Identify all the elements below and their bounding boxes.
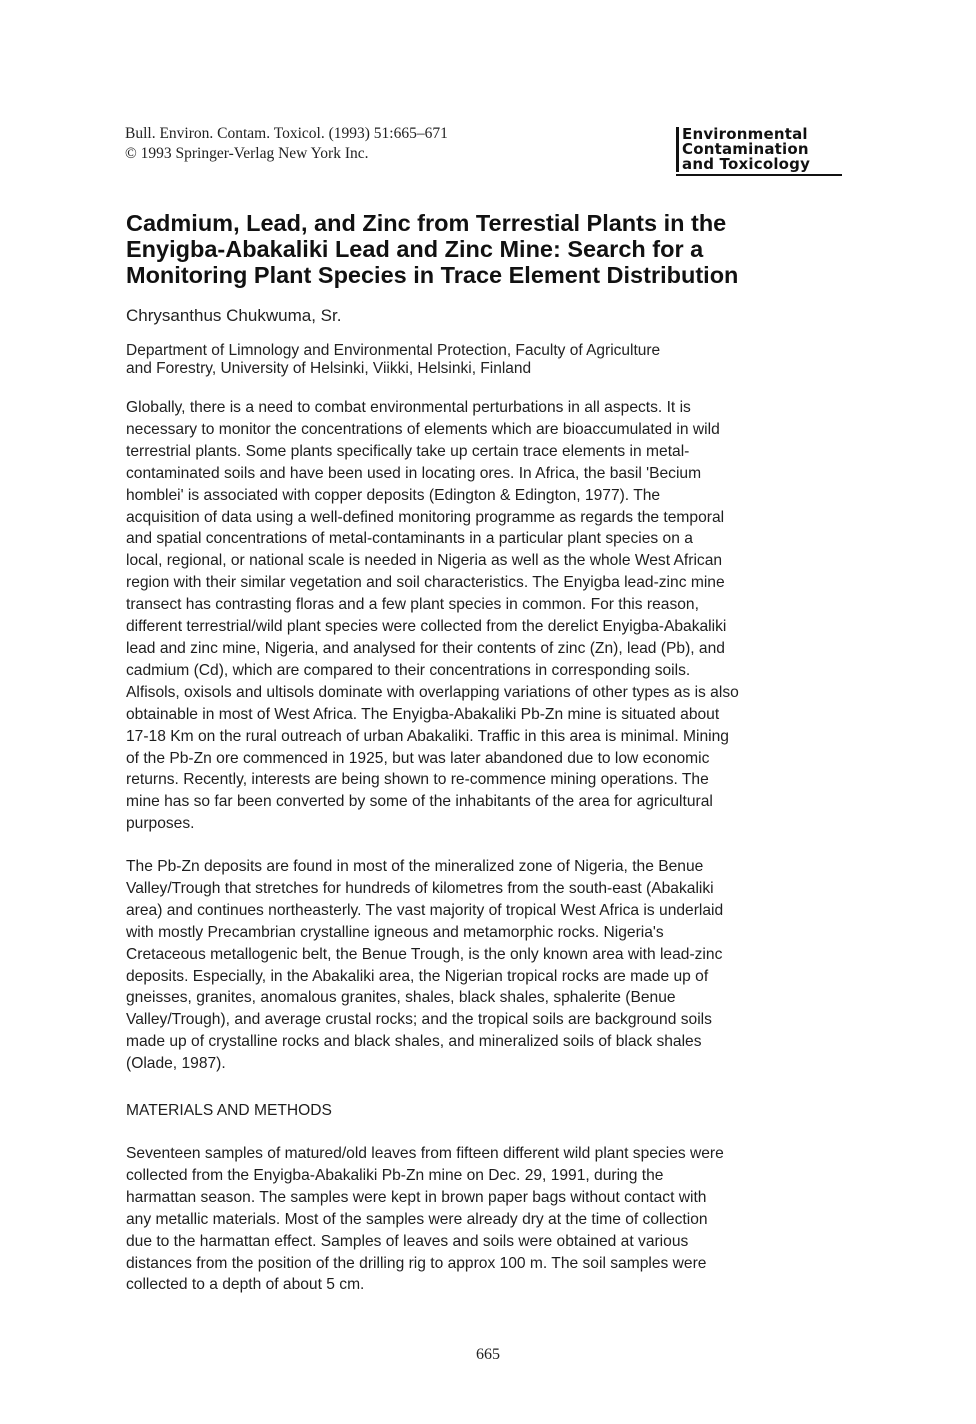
journal-logo-line: Environmental — [676, 127, 842, 142]
paragraph-line: different terrestrial/wild plant species were collected from the derelict Enyigba-Abakaliki — [126, 618, 727, 636]
paragraph-line: with mostly Precambrian crystalline igneous and metamorphic rocks. Nigeria's — [126, 923, 664, 941]
paragraph-line: transect has contrasting floras and a few plant species in common. For this reason, — [126, 596, 699, 614]
affiliation-line: and Forestry, University of Helsinki, Viikki, Helsinki, Finland — [126, 360, 532, 377]
journal-logo — [676, 127, 842, 176]
paragraph-line: Alfisols, oxisols and ultisols dominate with overlapping variations of other types as is also — [126, 683, 739, 701]
paragraph-line: terrestrial plants. Some plants specifically take up certain trace elements in metal- — [126, 442, 690, 460]
citation-line: Bull. Environ. Contam. Toxicol. (1993) 51:665–671 — [125, 125, 448, 142]
author-affiliation — [126, 342, 866, 378]
journal-citation — [125, 124, 448, 164]
paragraph-line: collected to a depth of about 5 cm. — [126, 1276, 365, 1294]
body-paragraph-2 — [126, 856, 866, 1075]
paragraph-line: Valley/Trough), and average crustal rocks; and the tropical soils are background soils — [126, 1011, 712, 1029]
paragraph-line: homblei' is associated with copper deposits (Edington & Edington, 1977). The — [126, 486, 661, 504]
article-title — [126, 210, 866, 288]
affiliation-line: Department of Limnology and Environmental Protection, Faculty of Agriculture — [126, 342, 661, 359]
paragraph-line: cadmium (Cd), which are compared to their concentrations in corresponding soils. — [126, 661, 691, 679]
paragraph-line: of the Pb-Zn ore commenced in 1925, but was later abandoned due to low economic — [126, 749, 710, 767]
paragraph-line: made up of crystalline rocks and black shales, and mineralized soils of black shales — [126, 1033, 702, 1051]
paragraph-line: Globally, there is a need to combat environmental perturbations in all aspects. It is — [126, 399, 691, 416]
title-line: Enyigba-Abakaliki Lead and Zinc Mine: Search for a — [126, 236, 704, 262]
section-heading: MATERIALS AND METHODS — [126, 1102, 332, 1119]
paragraph-line: purposes. — [126, 815, 195, 833]
paragraph-line: Cretaceous metallogenic belt, the Benue Trough, is the only known area with lead-zinc — [126, 945, 723, 963]
paragraph-line: The Pb-Zn deposits are found in most of the mineralized zone of Nigeria, the Benue — [126, 858, 704, 875]
author-name: Chrysanthus Chukwuma, Sr. — [126, 306, 342, 325]
paragraph-line: due to the harmattan effect. Samples of leaves and soils were obtained at various — [126, 1232, 689, 1250]
paragraph-line: Seventeen samples of matured/old leaves from fifteen different wild plant species were — [126, 1145, 724, 1162]
paragraph-line: collected from the Enyigba-Abakaliki Pb-Zn mine on Dec. 29, 1991, during the — [126, 1166, 664, 1184]
title-line: Cadmium, Lead, and Zinc from Terrestial Plants in the — [126, 210, 727, 236]
paragraph-line: and spatial concentrations of metal-contaminants in a particular plant species on a — [126, 530, 693, 548]
paragraph-line: acquisition of data using a well-defined monitoring programme as regards the temporal — [126, 508, 725, 526]
paragraph-line: contaminated soils and have been used in locating ores. In Africa, the basil 'Becium — [126, 464, 702, 482]
title-line: Monitoring Plant Species in Trace Element Distribution — [126, 262, 739, 288]
paragraph-line: obtainable in most of West Africa. The Enyigba-Abakaliki Pb-Zn mine is situated about — [126, 705, 720, 723]
paragraph-line: 17-18 Km on the rural outreach of urban Abakaliki. Traffic in this area is minimal. Mining — [126, 727, 729, 745]
paragraph-line: any metallic materials. Most of the samples were already dry at the time of collection — [126, 1210, 708, 1228]
paragraph-line: lead and zinc mine, Nigeria, and analysed for their contents of zinc (Zn), lead (Pb), and — [126, 639, 725, 657]
paragraph-line: necessary to monitor the concentrations of elements which are bioaccumulated in wild — [126, 420, 720, 438]
paragraph-line: Valley/Trough that stretches for hundreds of kilometres from the south-east (Abakaliki — [126, 879, 714, 897]
paragraph-line: harmattan season. The samples were kept in brown paper bags without contact with — [126, 1188, 707, 1206]
paragraph-line: (Olade, 1987). — [126, 1055, 226, 1073]
copyright-line: © 1993 Springer-Verlag New York Inc. — [125, 145, 369, 162]
paragraph-line: gneisses, granites, anomalous granites, shales, black shales, sphalerite (Benue — [126, 989, 676, 1007]
body-paragraph-3 — [126, 1143, 866, 1296]
page-number: 665 — [476, 1346, 500, 1363]
paragraph-line: local, regional, or national scale is needed in Nigeria as well as the whole West African — [126, 552, 723, 570]
paragraph-line: region with their similar vegetation and soil characteristics. The Enyigba lead-zinc mine — [126, 574, 725, 592]
journal-logo-line: Contamination — [676, 142, 842, 157]
paragraph-line: mine has so far been converted by some of the inhabitants of the area for agricultural — [126, 793, 713, 811]
paragraph-line: distances from the position of the drilling rig to approx 100 m. The soil samples were — [126, 1254, 707, 1272]
body-paragraph-1 — [126, 397, 866, 835]
paragraph-line: returns. Recently, interests are being shown to re-commence mining operations. The — [126, 771, 709, 789]
journal-logo-line: and Toxicology — [676, 157, 842, 172]
paragraph-line: area) and continues northeasterly. The vast majority of tropical West Africa is underlaid — [126, 901, 724, 919]
paragraph-line: deposits. Especially, in the Abakaliki area, the Nigerian tropical rocks are made up of — [126, 967, 709, 985]
